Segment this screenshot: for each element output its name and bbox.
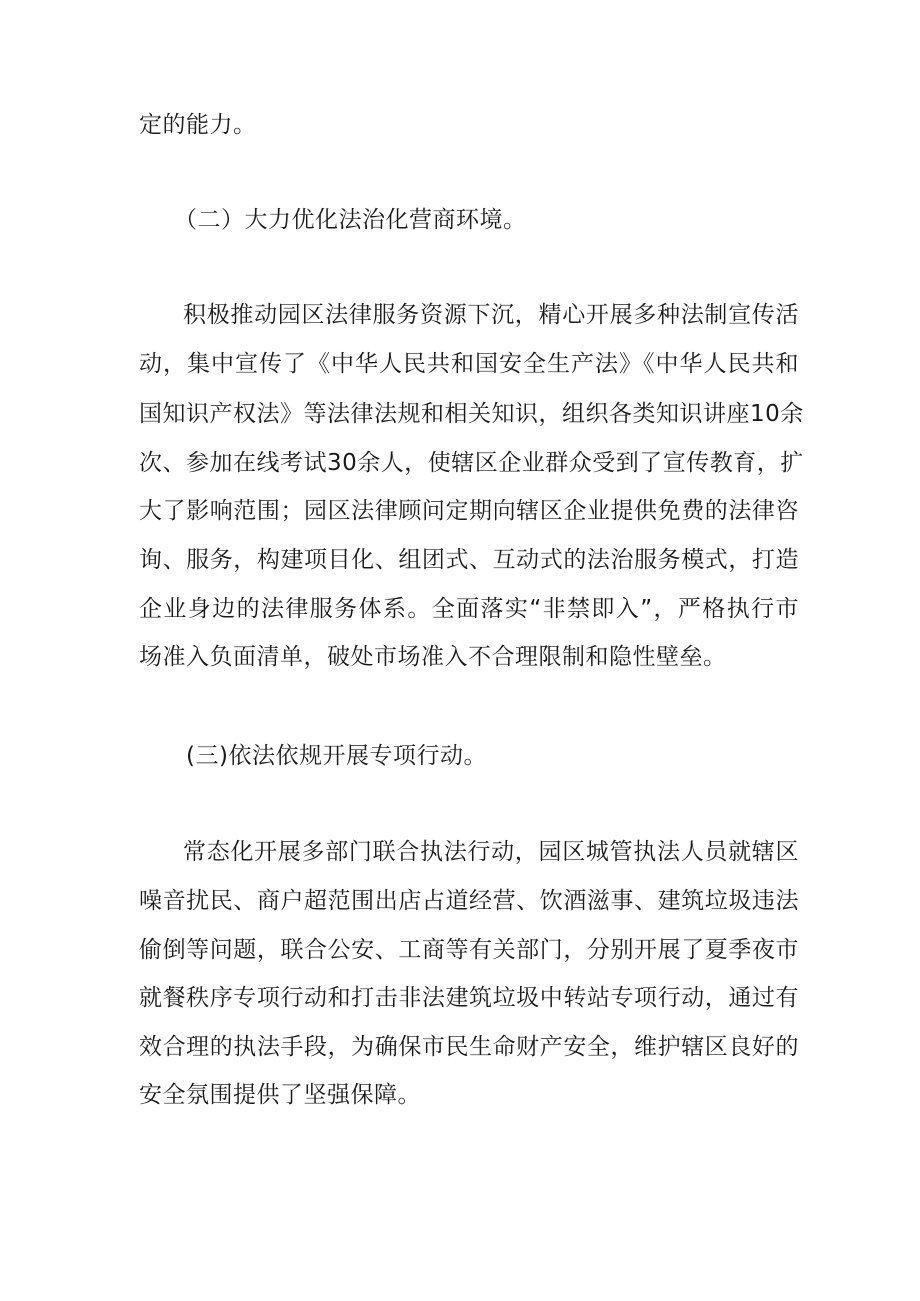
section-3-heading: (三)依法依规开展专项行动。 <box>186 743 487 769</box>
paragraph-line: 积极推动园区法律服务资源下沉，精心开展多种法制宣传活 <box>183 302 799 328</box>
paragraph-line: 动，集中宣传了《中华人民共和国安全生产法》《中华人民共和 <box>139 351 799 377</box>
section-2-heading: （二）大力优化法治化营商环境。 <box>174 207 527 233</box>
carryover-text-line: 定的能力。 <box>139 112 257 138</box>
paragraph-line: 大了影响范围；园区法律顾问定期向辖区企业提供免费的法律咨 <box>139 498 799 524</box>
paragraph-line: 常态化开展多部门联合执法行动，园区城管执法人员就辖区 <box>183 839 799 865</box>
paragraph-line: 场准入负面清单，破处市场准入不合理限制和隐性壁垒。 <box>139 644 727 670</box>
paragraph-line: 企业身边的法律服务体系。全面落实“非禁即入”，严格执行市 <box>139 596 799 622</box>
paragraph-line: 次、参加在线考试30余人，使辖区企业群众受到了宣传教育，扩 <box>139 450 804 476</box>
paragraph-line: 偷倒等问题，联合公安、工商等有关部门，分别开展了夏季夜市 <box>139 937 799 963</box>
paragraph-line: 国知识产权法》等法律法规和相关知识，组织各类知识讲座10余 <box>139 401 804 427</box>
paragraph-line: 噪音扰民、商户超范围出店占道经营、饮酒滋事、建筑垃圾违法 <box>139 888 799 914</box>
paragraph-line: 安全氛围提供了坚强保障。 <box>139 1082 421 1108</box>
paragraph-line: 就餐秩序专项行动和打击非法建筑垃圾中转站专项行动，通过有 <box>139 985 799 1011</box>
paragraph-line: 效合理的执法手段，为确保市民生命财产安全，维护辖区良好的 <box>139 1034 799 1060</box>
paragraph-line: 询、服务，构建项目化、组团式、互动式的法治服务模式，打造 <box>139 547 799 573</box>
